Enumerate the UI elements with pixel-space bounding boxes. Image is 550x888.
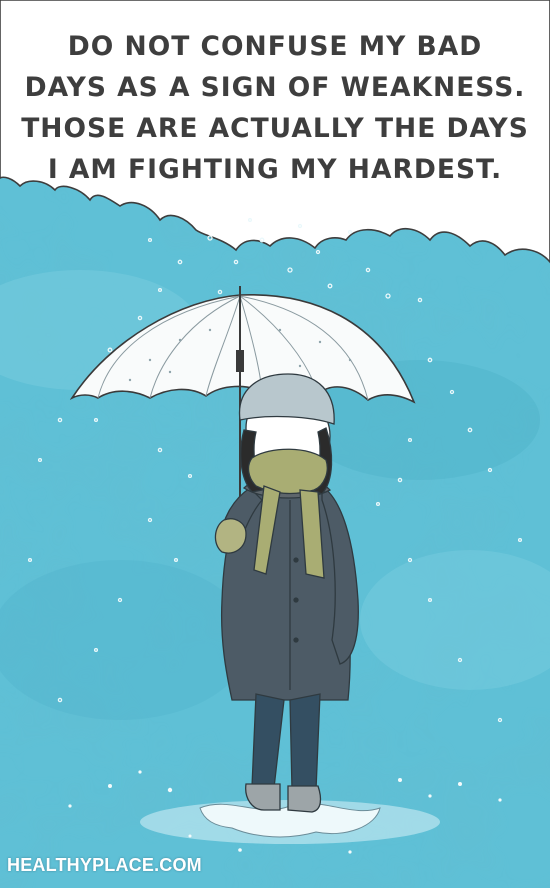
shoe-right [288,786,320,812]
quote-line: DAYS AS A SIGN OF WEAKNESS. [24,72,526,103]
scarf [249,449,328,493]
quote-line: I AM FIGHTING MY HARDEST. [47,154,503,185]
mitten [215,519,246,553]
brand-watermark: HEALTHYPLACE.COM [7,855,202,875]
quote-line: DO NOT CONFUSE MY BAD [67,31,483,62]
quote-text [0,26,550,190]
quote-line: THOSE ARE ACTUALLY THE DAYS [21,113,529,144]
